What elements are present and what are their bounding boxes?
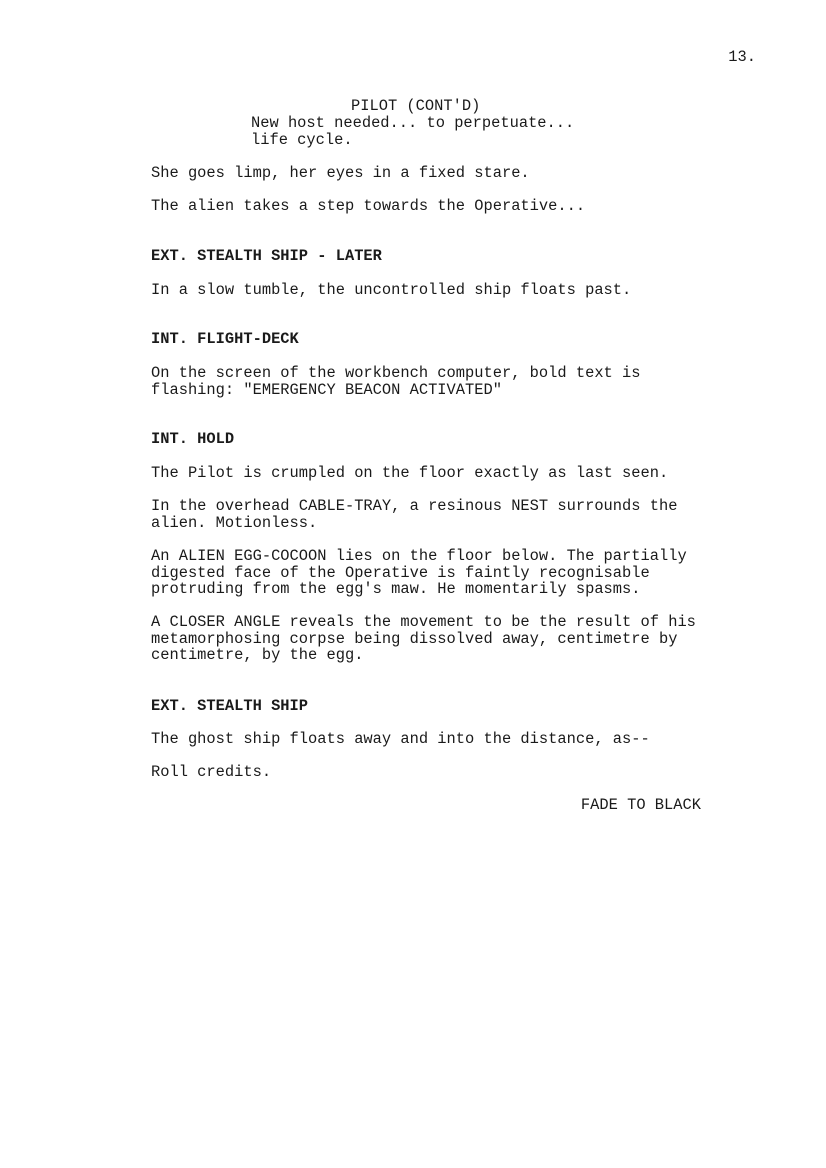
- action-workbench-screen: On the screen of the workbench computer, bold text is flashing: "EMERGENCY BEACON ACTIVATED": [151, 364, 641, 399]
- dialogue-pilot: New host needed... to perpetuate... life cycle.: [251, 114, 575, 149]
- scene-heading-ext-stealth-ship: EXT. STEALTH SHIP: [151, 697, 309, 715]
- scene-heading-int-hold: INT. HOLD: [151, 430, 235, 448]
- action-alien-step: The alien takes a step towards the Operative...: [151, 197, 586, 215]
- action-she-goes-limp: She goes limp, her eyes in a fixed stare.: [151, 164, 530, 182]
- action-pilot-crumpled: The Pilot is crumpled on the floor exactly as last seen.: [151, 464, 669, 482]
- action-ghost-ship: The ghost ship floats away and into the distance, as--: [151, 730, 650, 748]
- transition-fade-to-black: FADE TO BLACK: [580, 796, 701, 814]
- page-number: 13.: [728, 48, 756, 66]
- action-roll-credits: Roll credits.: [151, 763, 272, 781]
- character-cue-pilot: PILOT (CONT'D): [351, 97, 481, 115]
- action-closer-angle: A CLOSER ANGLE reveals the movement to be the result of his metamorphosing corpse being dissolved away, centimetre by centimetre, by the egg.: [151, 613, 696, 665]
- action-cable-tray-nest: In the overhead CABLE-TRAY, a resinous NEST surrounds the alien. Motionless.: [151, 497, 678, 532]
- action-slow-tumble: In a slow tumble, the uncontrolled ship floats past.: [151, 281, 632, 299]
- scene-heading-int-flight-deck: INT. FLIGHT-DECK: [151, 330, 299, 348]
- action-egg-cocoon: An ALIEN EGG-COCOON lies on the floor below. The partially digested face of the Operative is faintly recognisable protruding from the egg's maw. He momentarily spasms.: [151, 547, 687, 599]
- scene-heading-ext-stealth-ship-later: EXT. STEALTH SHIP - LATER: [151, 247, 382, 265]
